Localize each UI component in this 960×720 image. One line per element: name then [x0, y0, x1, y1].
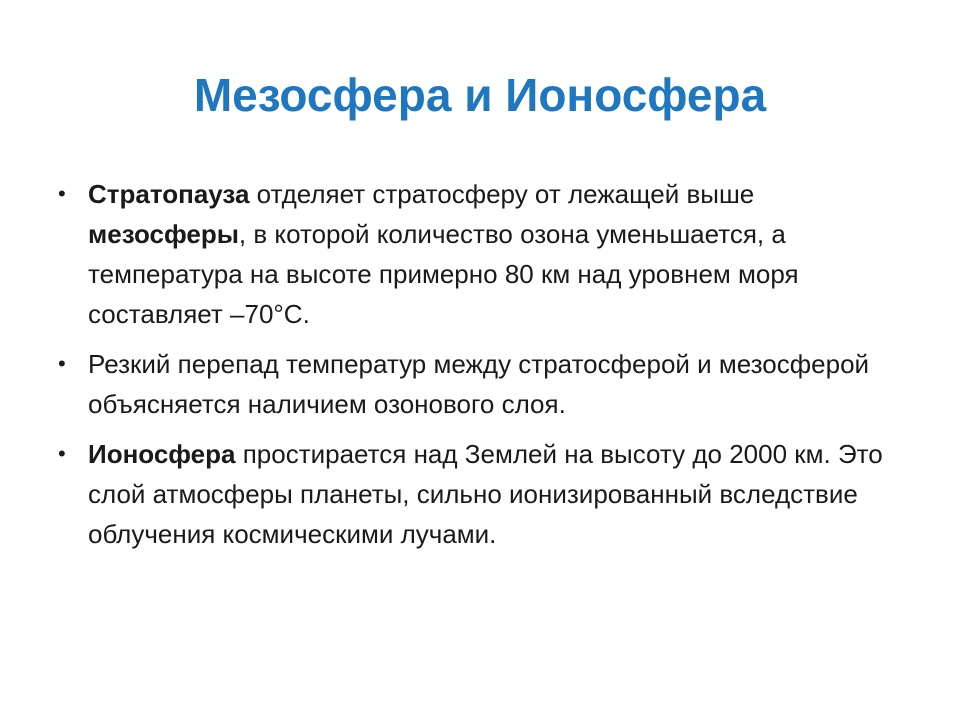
bullet-item-ionosphere — [58, 434, 888, 554]
bullet-text: простирается над Землей на высоту до 2000 км. Это слой атмосферы планеты, сильно ионизированный вследствие облучения космическими лучами. — [88, 439, 883, 549]
term-mesosphere: мезосферы — [88, 219, 239, 249]
term-stratopause: Стратопауза — [88, 179, 250, 209]
bullet-item-temperature-drop — [58, 344, 888, 424]
bullet-item-stratopause — [58, 174, 888, 334]
bullet-icon: • — [58, 181, 66, 206]
bullet-list — [58, 174, 888, 564]
bullet-text: Резкий перепад температур между стратосферой и мезосферой объясняется наличием озонового слоя. — [88, 349, 870, 419]
bullet-icon: • — [58, 351, 66, 376]
bullet-text: отделяет стратосферу от лежащей выше — [249, 179, 755, 209]
bullet-icon: • — [58, 441, 66, 466]
term-ionosphere: Ионосфера — [88, 439, 236, 469]
bullet-text: , в которой количество озона уменьшается, а температура на высоте примерно 80 км над уровнем моря составляет –70°С. — [88, 219, 799, 329]
slide-title: Мезосфера и Ионосфера — [193, 69, 767, 121]
